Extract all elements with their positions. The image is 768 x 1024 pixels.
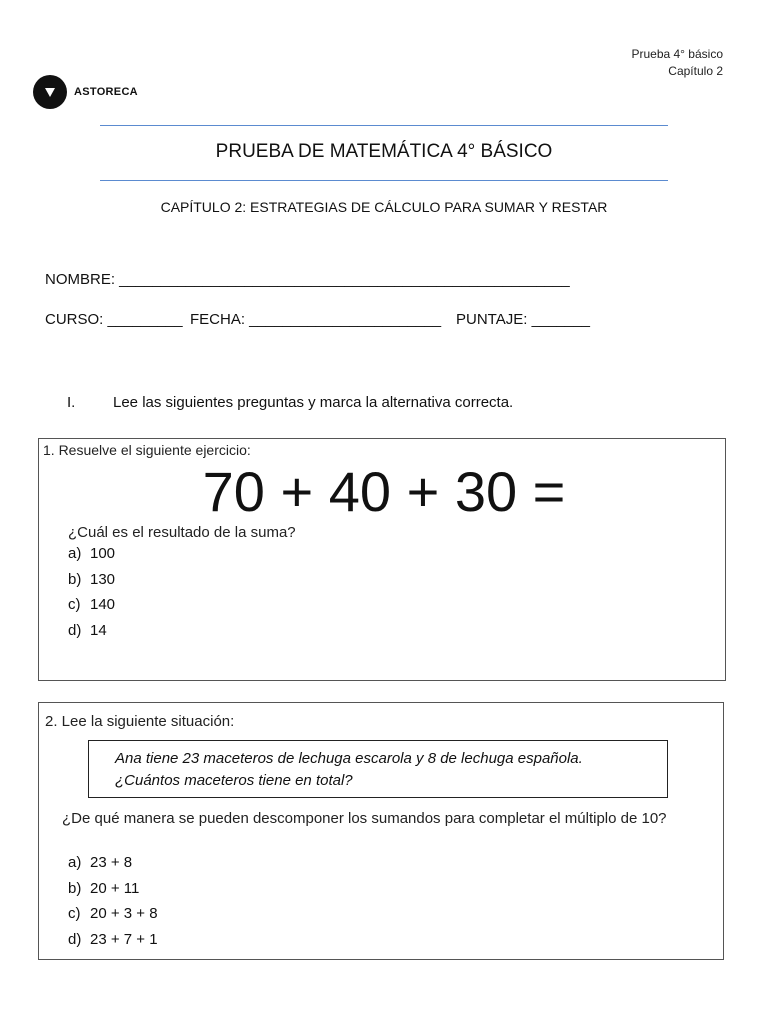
question-1-prompt: ¿Cuál es el resultado de la suma? bbox=[68, 524, 296, 541]
question-2-prompt: ¿De qué manera se pueden descomponer los sumandos para completar el múltiplo de 10? bbox=[62, 810, 667, 827]
question-2-label: 2. Lee la siguiente situación: bbox=[45, 713, 235, 730]
question-2-options bbox=[68, 850, 158, 952]
question-1-label: 1. Resuelve el siguiente ejercicio: bbox=[43, 442, 251, 458]
title-rule-top bbox=[100, 125, 668, 126]
scenario-line-1: Ana tiene 23 maceteros de lechuga escarola y 8 de lechuga española. bbox=[115, 750, 583, 767]
title-rule-bottom bbox=[100, 180, 668, 181]
section-instruction bbox=[67, 394, 513, 411]
option-letter: d) bbox=[68, 930, 82, 948]
option-d[interactable] bbox=[68, 927, 158, 953]
option-a[interactable] bbox=[68, 850, 158, 876]
option-letter: d) bbox=[68, 621, 82, 639]
option-letter: c) bbox=[68, 905, 81, 922]
question-2-scenario-box bbox=[88, 740, 668, 798]
option-c[interactable] bbox=[68, 592, 115, 618]
option-b[interactable] bbox=[68, 876, 158, 902]
test-level-label: Prueba 4° básico bbox=[631, 47, 723, 61]
scenario-line-2: ¿Cuántos maceteros tiene en total? bbox=[115, 772, 353, 789]
option-text: 14 bbox=[90, 621, 107, 639]
option-letter: a) bbox=[68, 854, 82, 871]
astoreca-logo bbox=[33, 75, 138, 109]
option-letter: b) bbox=[68, 879, 82, 897]
chapter-subtitle: CAPÍTULO 2: ESTRATEGIAS DE CÁLCULO PARA SUMAR Y RESTAR bbox=[160, 199, 608, 215]
option-b[interactable] bbox=[68, 567, 115, 593]
option-text: 20 + 3 + 8 bbox=[90, 905, 158, 922]
curso-field[interactable]: CURSO: _________ bbox=[45, 311, 183, 328]
option-text: 130 bbox=[90, 570, 116, 588]
option-a[interactable] bbox=[68, 541, 115, 567]
option-text: 23 + 8 bbox=[90, 854, 133, 871]
puntaje-field[interactable]: PUNTAJE: _______ bbox=[456, 311, 590, 328]
option-letter: b) bbox=[68, 570, 82, 588]
option-d[interactable] bbox=[68, 618, 115, 644]
document-header-info bbox=[631, 46, 723, 80]
logo-text: ASTORECA bbox=[74, 86, 138, 98]
option-text: 20 + 11 bbox=[90, 879, 140, 897]
page-title: PRUEBA DE MATEMÁTICA 4° BÁSICO bbox=[215, 141, 553, 162]
option-text: 100 bbox=[90, 545, 116, 562]
fecha-field[interactable]: FECHA: _______________________ bbox=[190, 311, 442, 328]
chapter-label: Capítulo 2 bbox=[668, 64, 723, 78]
option-letter: c) bbox=[68, 596, 81, 613]
down-triangle-icon bbox=[43, 85, 57, 99]
instruction-text: Lee las siguientes preguntas y marca la alternativa correcta. bbox=[113, 394, 514, 411]
nombre-field[interactable]: NOMBRE: ______________________________________________________ bbox=[45, 271, 570, 288]
question-1-options bbox=[68, 541, 115, 643]
question-1-formula: 70 + 40 + 30 = bbox=[202, 460, 566, 523]
option-text: 140 bbox=[90, 596, 116, 613]
option-letter: a) bbox=[68, 545, 82, 562]
option-text: 23 + 7 + 1 bbox=[90, 930, 158, 948]
logo-emblem-icon bbox=[33, 75, 67, 109]
section-number: I. bbox=[67, 394, 76, 411]
option-c[interactable] bbox=[68, 901, 158, 927]
